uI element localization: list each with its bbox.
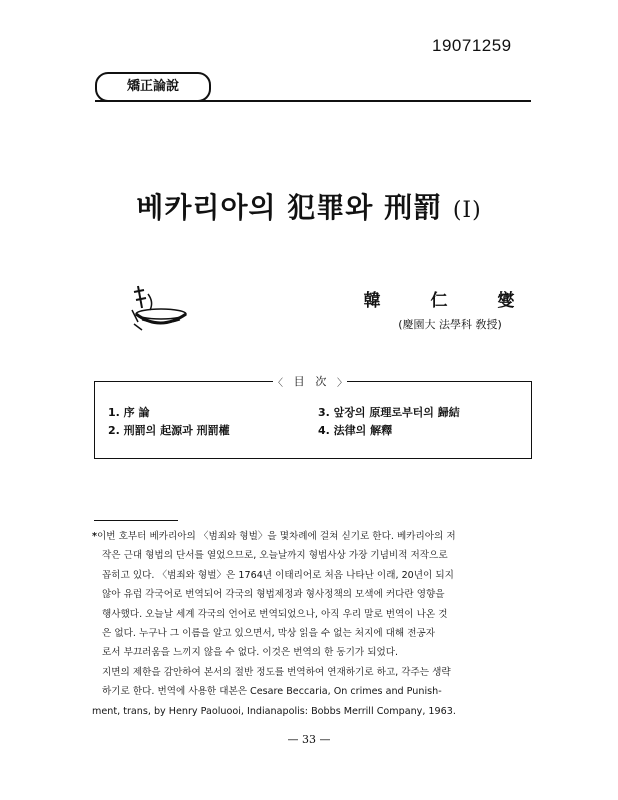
footnote-line: 은 없다. 누구나 그 이름을 알고 있으면서, 막상 읽을 수 없는 처지에 대해 전공자 (102, 628, 436, 640)
footnote-rule (94, 520, 178, 521)
toc-heading-right: 次 (315, 375, 327, 388)
footnote-marker: * (92, 531, 98, 542)
footnote-line: 하기로 한다. 번역에 사용한 대본은 Cesare Beccaria, On crimes and Punish- (102, 686, 442, 698)
page-number: — 33 — (287, 733, 331, 746)
footnote-line: 꼽히고 있다. 〈범죄와 형벌〉은 1764년 이태리어로 처음 나타난 이래, 20년이 되지 (102, 569, 454, 581)
footnote-line: 않아 유럽 각국어로 번역되어 각국의 형법제정과 형사정책의 모색에 커다란 영향을 (102, 589, 445, 601)
article-title-main: 베카리아의 犯罪와 刑罰 (136, 191, 443, 224)
footnote-line: 작은 근대 형법의 단서를 열었으므로, 오늘날까지 형법사상 가장 기념비적 저작으로 (102, 550, 448, 562)
footnote-line: 로서 부끄러움을 느끼지 않을 수 없다. 이것은 번역의 한 동기가 되었다. (102, 647, 399, 659)
article-title-part: (I) (452, 198, 482, 223)
footnote (92, 527, 534, 721)
article-title (0, 186, 618, 226)
footnote-line: 행사했다. 오늘날 세계 각국의 언어로 번역되었으나, 아직 우리 말로 번역이 나온 것 (102, 608, 448, 620)
toc-item: 2. 刑罰의 起源과 刑罰權 (108, 424, 230, 437)
footnote-line: 지면의 제한을 감안하여 본서의 절반 정도를 번역하여 연재하기로 하고, 각주는 생략 (102, 666, 451, 678)
toc-heading-left: 目 (293, 375, 305, 388)
section-divider (95, 100, 531, 102)
author-affiliation: (慶園大 法學科 敎授) (398, 318, 502, 331)
toc-item: 1. 序 論 (108, 406, 150, 419)
author-name: 韓 仁 燮 (363, 291, 537, 311)
section-tag: 矯正論說 (95, 72, 211, 102)
bowl-illustration-icon (128, 280, 192, 340)
footnote-line: *이번 호부터 베카리아의 〈범죄와 형벌〉을 몇차례에 걸쳐 싣기로 한다. 베카리아의 저 (92, 531, 456, 542)
footnote-line: ment, trans, by Henry Paoluooi, Indianapolis: Bobbs Merrill Company, 1963. (92, 705, 456, 717)
toc-item: 4. 法律의 解釋 (318, 424, 393, 437)
toc-item: 3. 앞장의 原理로부터의 歸結 (318, 406, 460, 419)
document-id: 19071259 (432, 36, 512, 55)
toc-heading: 〈 目 次 〉 (273, 375, 347, 389)
table-of-contents (94, 381, 532, 459)
